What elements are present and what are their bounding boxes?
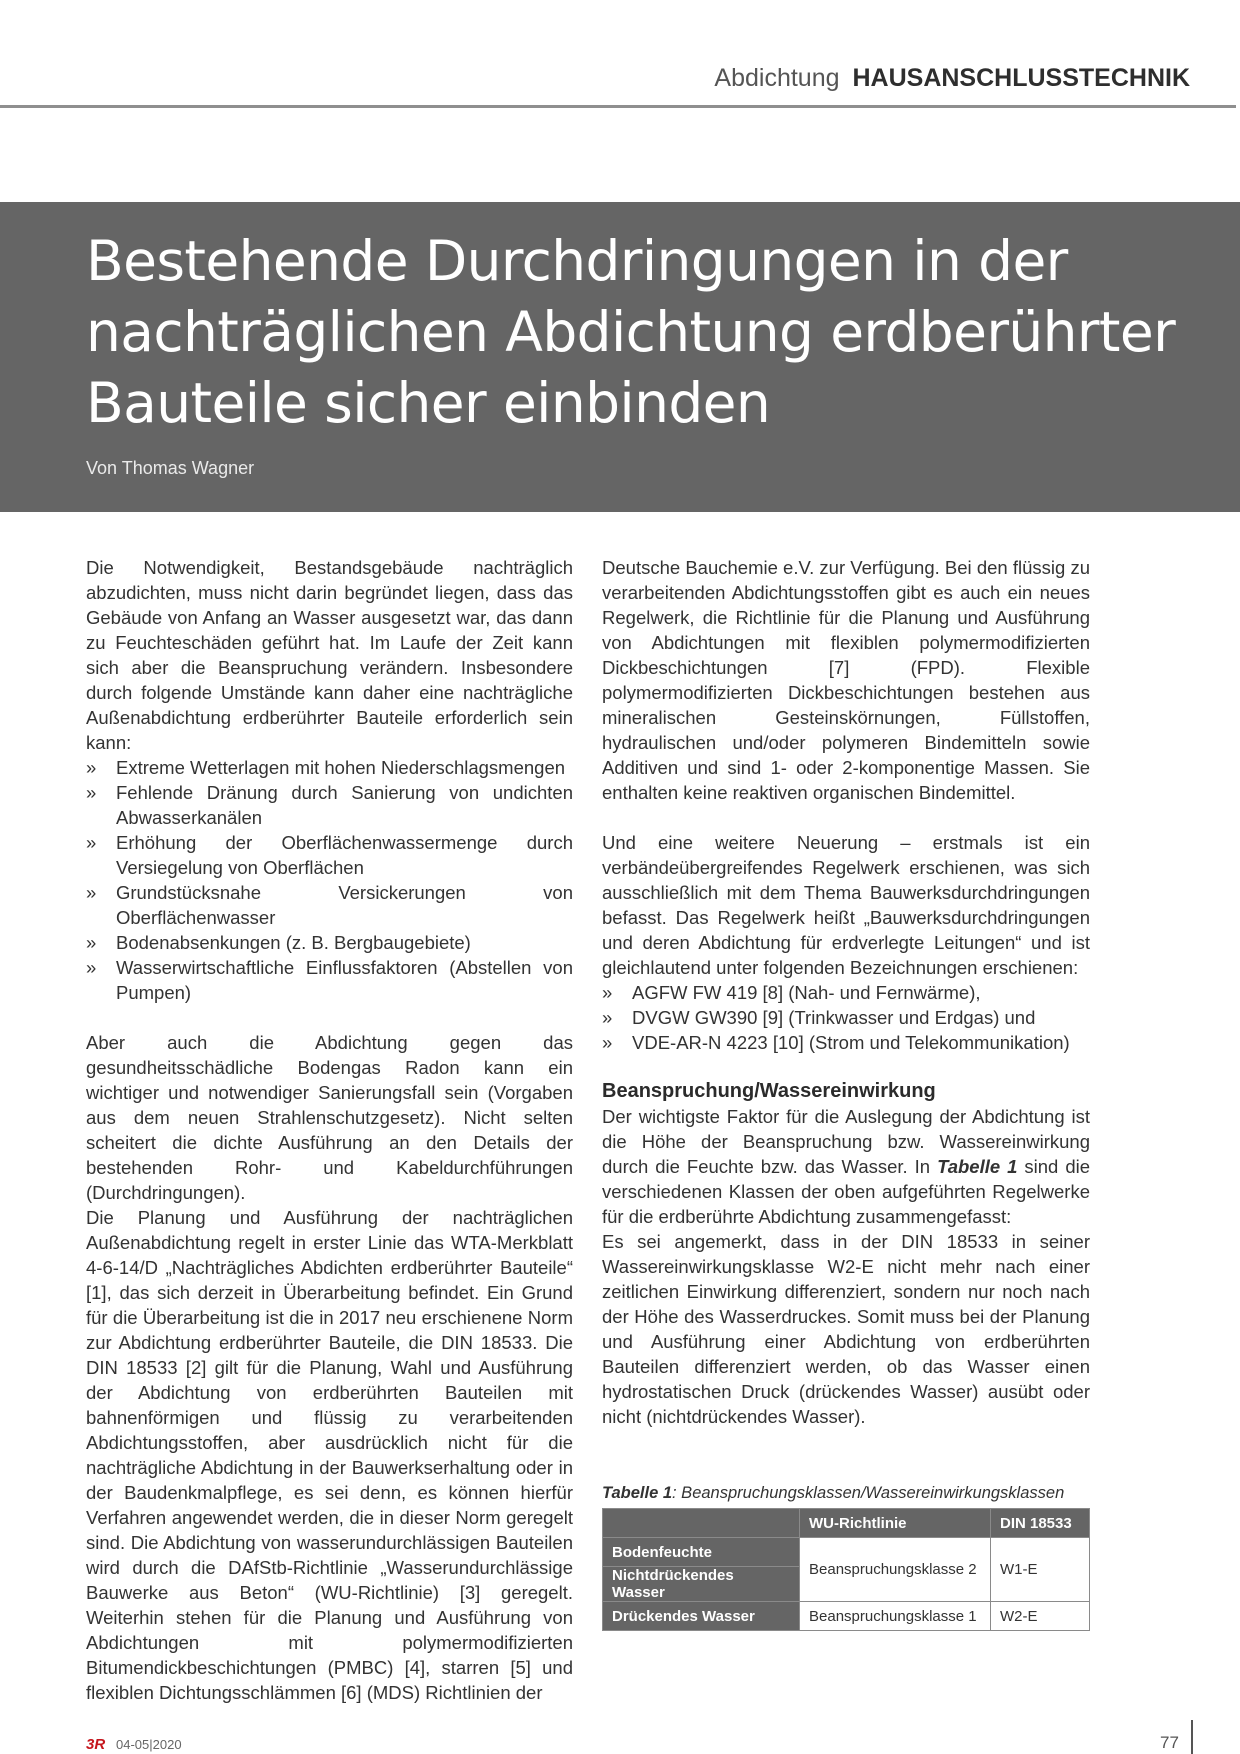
article-author: Von Thomas Wagner bbox=[86, 458, 255, 478]
list-item: » VDE-AR-N 4223 [10] (Strom und Telekommunikation) bbox=[602, 1030, 1090, 1055]
table-row-label: Drückendes Wasser bbox=[603, 1602, 800, 1631]
table-reference: Tabelle 1 bbox=[937, 1156, 1018, 1177]
table-cell: W2-E bbox=[991, 1602, 1090, 1631]
left-column bbox=[86, 555, 573, 1705]
bullet-list bbox=[86, 755, 573, 1005]
paragraph-text: Der wichtigste Faktor für die Auslegung der Abdichtung ist die Höhe der Beanspruchung bzw. Wassereinwirkung durch die Feuchte bzw. das Wasser. In bbox=[602, 1106, 1090, 1177]
paragraph: Deutsche Bauchemie e.V. zur Verfügung. Bei den flüssig zu verarbeitenden Abdichtungsstoffen gibt es auch ein neues Regelwerk, die Richtlinie für die Planung und Ausführung von Abdichtungen mit flexiblen polymermodifizierten Dickbeschichtungen [7] (FPD). Flexible polymermodifizierten Dickbeschichtungen bestehen aus mineralischen Gesteinskörnungen, Füllstoffen, hydraulischen und/oder polymeren Bindemitteln sowie Additiven und sind 1- oder 2-komponentige Massen. Sie enthalten keine reaktiven organischen Bindemittel. bbox=[602, 557, 1090, 803]
list-item: » Wasserwirtschaftliche Einflussfaktoren (Abstellen von Pumpen) bbox=[86, 955, 573, 1005]
paragraph bbox=[602, 1104, 1090, 1229]
bullet-list bbox=[602, 980, 1090, 1055]
list-item: » Bodenabsenkungen (z. B. Bergbaugebiete) bbox=[86, 930, 573, 955]
paragraph: Und eine weitere Neuerung – erstmals ist ein verbändeübergreifendes Regelwerk erschienen, was sich ausschließlich mit dem Thema Bauwerksdurchdringungen befasst. Das Regelwerk heißt „Bauwerksdurchdringungen und deren Abdichtung für erdverlegte Leitungen“ und ist gleichlautend unter folgenden Bezeichnungen erschienen: bbox=[602, 832, 1090, 978]
title-line: Bauteile sicher einbinden bbox=[86, 371, 771, 435]
table-block bbox=[602, 1484, 1090, 1631]
list-item: » Extreme Wetterlagen mit hohen Niederschlagsmengen bbox=[86, 755, 573, 780]
running-head-section: HAUSANSCHLUSSTECHNIK bbox=[852, 64, 1190, 92]
table-cell: Beanspruchungsklasse 2 bbox=[800, 1538, 991, 1602]
paragraph-text: sind die verschiedenen Klassen der oben aufgeführten Regelwerke für die erdberührte Abdichtung zusammengefasst: bbox=[602, 1156, 1091, 1227]
table-header-cell: WU-Richtlinie bbox=[800, 1509, 991, 1538]
table-row bbox=[603, 1602, 1090, 1631]
list-item: » AGFW FW 419 [8] (Nah- und Fernwärme), bbox=[602, 980, 1090, 1005]
list-item: » DVGW GW390 [9] (Trinkwasser und Erdgas) und bbox=[602, 1005, 1090, 1030]
section-heading: Beanspruchung/Wassereinwirkung bbox=[602, 1080, 936, 1102]
table-row-label: Bodenfeuchte bbox=[603, 1538, 800, 1567]
title-band bbox=[0, 202, 1240, 512]
classes-table bbox=[602, 1508, 1090, 1631]
paragraph: Die Notwendigkeit, Bestandsgebäude nachträglich abzudichten, muss nicht darin begründet liegen, dass das Gebäude von Anfang an Wasser ausgesetzt war, das dann zu Feuchteschäden geführt hat. Im Laufe der Zeit kann sich aber die Beanspruchung verändern. Insbesondere durch folgende Umstände kann daher eine nachträgliche Außenabdichtung erdberührter Bauteile erforderlich sein kann: bbox=[86, 557, 573, 753]
table-caption bbox=[602, 1484, 1090, 1503]
paragraph: Es sei angemerkt, dass in der DIN 18533 in seiner Wassereinwirkungsklasse W2-E nicht mehr nach einer zeitlichen Einwirkung differenziert, sondern nur noch nach der Höhe des Wasserdruckes. Somit muss bei der Planung und Ausführung einer Abdichtung von erdberührten Bauteilen differenziert werden, ob das Wasser einen hydrostatischen Druck (drückendes Wasser) ausübt oder nicht (nichtdrückendes Wasser). bbox=[602, 1231, 1090, 1427]
page-number-rule bbox=[1191, 1720, 1193, 1754]
issue-number: 04-05|2020 bbox=[116, 1737, 182, 1752]
article-title bbox=[86, 226, 1196, 439]
table-caption-text: : Beanspruchungsklassen/Wassereinwirkungsklassen bbox=[672, 1484, 1065, 1502]
title-line: Bestehende Durchdringungen in der bbox=[86, 229, 1068, 293]
table-cell: W1-E bbox=[991, 1538, 1090, 1602]
table-row bbox=[603, 1538, 1090, 1567]
table-header-cell: DIN 18533 bbox=[991, 1509, 1090, 1538]
running-head bbox=[714, 64, 1190, 93]
page-number: 77 bbox=[1160, 1733, 1179, 1752]
table-header-row bbox=[603, 1509, 1090, 1538]
paragraph: Aber auch die Abdichtung gegen das gesundheitsschädliche Bodengas Radon kann ein wichtiger und notwendiger Sanierungsfall sein (Vorgaben aus dem neuen Strahlenschutzgesetz). Nicht selten scheitert die dichte Ausführung an den Details der bestehenden Rohr- und Kabeldurchführungen (Durchdringungen). bbox=[86, 1032, 573, 1203]
table-cell: Beanspruchungsklasse 1 bbox=[800, 1602, 991, 1631]
list-item: » Grundstücksnahe Versickerungen von Oberflächenwasser bbox=[86, 880, 573, 930]
title-line: nachträglichen Abdichtung erdberührter bbox=[86, 300, 1176, 364]
right-column bbox=[602, 555, 1090, 1429]
table-header-cell bbox=[603, 1509, 800, 1538]
header-rule bbox=[0, 105, 1236, 108]
publisher-logo: 3R bbox=[86, 1736, 106, 1753]
paragraph: Die Planung und Ausführung der nachträglichen Außenabdichtung regelt in erster Linie das WTA-Merkblatt 4-6-14/D „Nachträgliches Abdichten erdberührter Bauteile“ [1], das sich derzeit in Überarbeitung befindet. Ein Grund für die Überarbeitung ist die in 2017 neu erschienene Norm zur Abdichtung erdberührter Bauteile, die DIN 18533. Die DIN 18533 [2] gilt für die Planung, Wahl und Ausführung der Abdichtung von erdberührten Bauteilen mit bahnenförmigen und flüssig zu verarbeitenden Abdichtungsstoffen, aber ausdrücklich nicht für die nachträgliche Abdichtung in der Bauwerkserhaltung oder in der Baudenkmalpflege, es sei denn, es können hierfür Verfahren angewendet werden, die in dieser Norm geregelt sind. Die Abdichtung von wasserundurchlässigen Bauteilen wird durch die DAfStb-Richtlinie „Wasserundurchlässige Bauwerke aus Beton“ (WU-Richtlinie) [3] geregelt. Weiterhin stehen für die Planung und Ausführung von Abdichtungen mit polymermodifizierten Bitumendickbeschichtungen (PMBC) [4], starren [5] und flexiblen Dichtungsschlämmen [6] (MDS) Richtlinien der bbox=[86, 1207, 573, 1703]
list-item: » Erhöhung der Oberflächenwassermenge durch Versiegelung von Oberflächen bbox=[86, 830, 573, 880]
list-item: » Fehlende Dränung durch Sanierung von undichten Abwasserkanälen bbox=[86, 780, 573, 830]
table-caption-label: Tabelle 1 bbox=[602, 1484, 673, 1502]
table-row-label: Nichtdrückendes Wasser bbox=[603, 1567, 800, 1602]
running-head-topic: Abdichtung bbox=[714, 64, 840, 92]
